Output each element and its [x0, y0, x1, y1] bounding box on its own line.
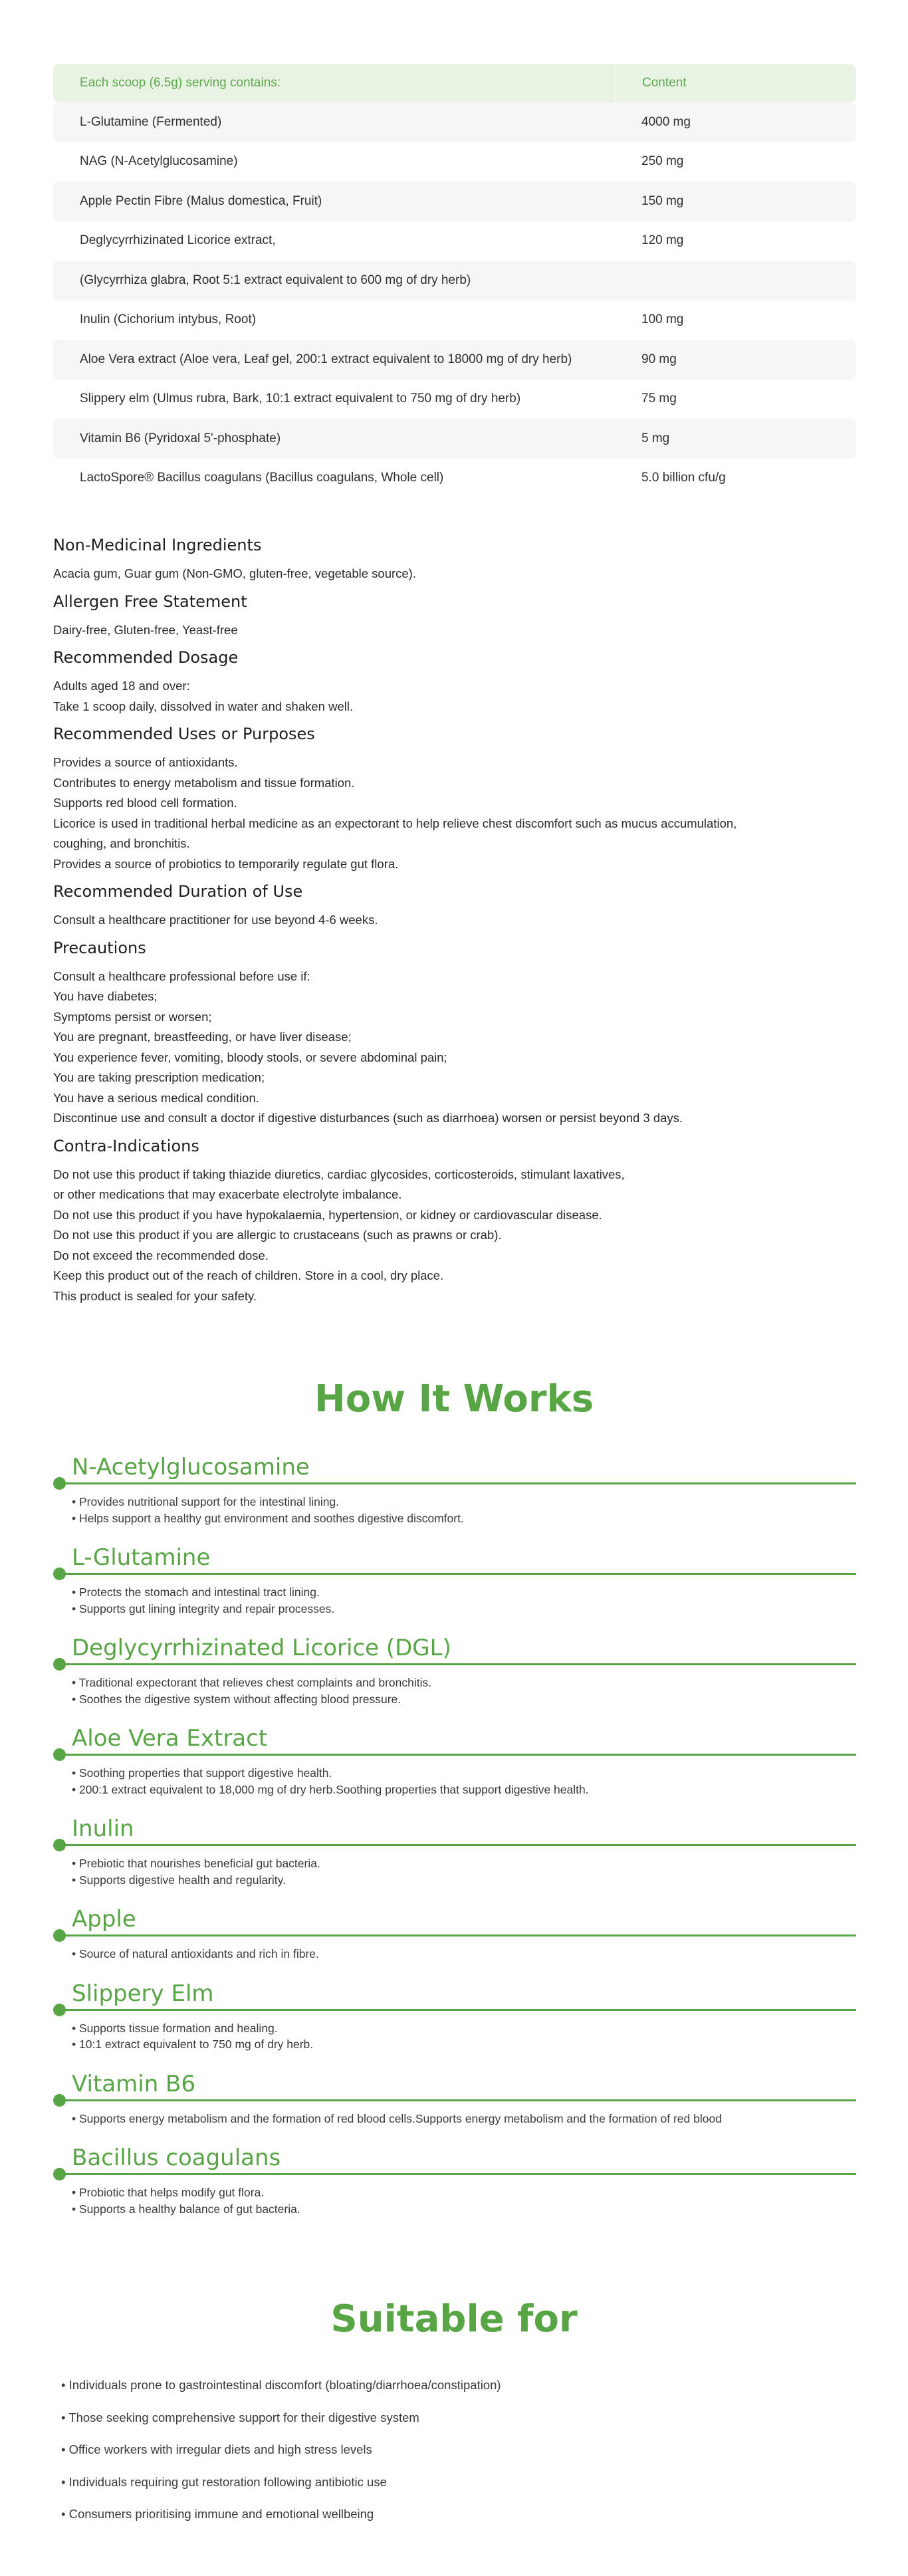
ingredient-title: Bacillus coagulans	[72, 2145, 281, 2171]
section-heading-precautions: Precautions	[53, 938, 146, 957]
section-heading-duration: Recommended Duration of Use	[53, 882, 303, 901]
benefit-item: • Soothing properties that support digestive health.	[72, 1766, 332, 1780]
table-header-content: Content	[615, 64, 856, 102]
section-heading-uses: Recommended Uses or Purposes	[53, 725, 315, 743]
section-heading-contra: Contra-Indications	[53, 1136, 199, 1155]
table-row	[53, 300, 856, 340]
bullet-dot-icon	[53, 2168, 66, 2180]
benefit-item: • Supports energy metabolism and the formation of red blood cells.Supports energy metabolism and the formation of red blood	[72, 2111, 722, 2125]
section-body-duration: Consult a healthcare practitioner for use beyond 4-6 weeks.	[53, 913, 378, 927]
ingredient-benefits	[53, 2184, 856, 2217]
benefit-item: • Supports gut lining integrity and repair processes.	[72, 1601, 335, 1615]
benefit-item: • Supports digestive health and regularity.	[72, 1873, 286, 1887]
divider-line	[60, 1934, 856, 1936]
benefit-item: • Helps support a healthy gut environment and soothes digestive discomfort.	[72, 1511, 464, 1525]
benefit-item: • Soothes the digestive system without affecting blood pressure.	[72, 1692, 401, 1706]
ingredient-name: Aloe Vera extract (Aloe vera, Leaf gel, 200:1 extract equivalent to 18000 mg of dry herb)	[53, 340, 615, 380]
list-item: • Those seeking comprehensive support for their digestive system	[61, 2410, 419, 2424]
ingredient-card-vitamin-b6	[53, 2070, 856, 2127]
product-info-sections	[53, 536, 856, 1314]
ingredient-benefits	[53, 1855, 856, 1888]
ingredient-name: Apple Pectin Fibre (Malus domestica, Fruit)	[53, 181, 615, 221]
ingredient-card-nag	[53, 1453, 856, 1526]
ingredient-title: L-Glutamine	[72, 1544, 211, 1571]
ingredient-name: L-Glutamine (Fermented)	[53, 102, 615, 142]
ingredients-table-wrap	[53, 64, 856, 498]
ingredient-amount: 4000 mg	[615, 102, 856, 142]
divider-line	[60, 1844, 856, 1846]
divider-line	[60, 1573, 856, 1575]
section-body-dosage: Adults aged 18 and over: Take 1 scoop daily, dissolved in water and shaken well.	[53, 679, 354, 713]
divider-line	[60, 1663, 856, 1665]
ingredient-name: (Glycyrrhiza glabra, Root 5:1 extract equivalent to 600 mg of dry herb)	[53, 261, 615, 300]
bullet-dot-icon	[53, 2004, 66, 2016]
section-heading-dosage: Recommended Dosage	[53, 648, 239, 667]
ingredient-title: Slippery Elm	[72, 1980, 214, 2007]
suitable-for-list	[61, 2369, 852, 2531]
ingredient-card-bacillus	[53, 2144, 856, 2217]
ingredient-card-slippery-elm	[53, 1980, 856, 2053]
divider-line	[60, 2099, 856, 2101]
ingredient-benefits	[53, 1494, 856, 1526]
table-row	[53, 221, 856, 261]
section-body-precautions: Consult a healthcare professional before use if: You have diabetes; Symptoms persist or worsen; You are pregnant, breastfeeding, or have liver disease; You experience fever, vomiting, bloody stools, or severe abdominal pain; You are taking prescription medication; You have a serious medical condition. Discontinue use and consult a doctor if digestive disturbances (such as diarrhoea) worsen or persist beyond 3 days.	[53, 969, 683, 1125]
list-item: • Office workers with irregular diets and high stress levels	[61, 2442, 372, 2456]
table-row	[53, 380, 856, 419]
table-row	[53, 261, 856, 300]
ingredient-amount: 120 mg	[641, 233, 684, 248]
table-header-row	[53, 64, 856, 102]
benefit-item: • Probiotic that helps modify gut flora.	[72, 2186, 265, 2199]
ingredient-amount: 250 mg	[641, 154, 684, 169]
table-row	[53, 102, 856, 142]
ingredients-table	[53, 64, 856, 498]
ingredient-amount: 100 mg	[641, 312, 684, 327]
divider-line	[60, 2173, 856, 2175]
section-body-allergen: Dairy-free, Gluten-free, Yeast-free	[53, 622, 238, 637]
list-item: • Consumers prioritising immune and emotional wellbeing	[61, 2507, 374, 2521]
benefit-item: • Protects the stomach and intestinal tract lining.	[72, 1585, 320, 1599]
ingredient-card-apple	[53, 1905, 856, 1962]
ingredient-amount: 90 mg	[615, 340, 856, 380]
section-body-uses: Provides a source of antioxidants. Contributes to energy metabolism and tissue formation. Supports red blood cell formation. Licorice is used in traditional herbal medicine as an expectorant to help relieve chest discomfort such as mucus accumulation, coughing, and bronchitis. Provides a source of probiotics to temporarily regulate gut flora.	[53, 755, 737, 871]
ingredient-benefits	[53, 2020, 856, 2053]
divider-line	[60, 1754, 856, 1756]
ingredient-amount: 5 mg	[615, 419, 856, 459]
ingredient-benefits	[53, 1765, 856, 1798]
table-row	[53, 340, 856, 380]
bullet-dot-icon	[53, 1839, 66, 1851]
ingredient-title: N-Acetylglucosamine	[72, 1454, 310, 1480]
table-row	[53, 459, 856, 499]
ingredient-benefits	[53, 2111, 856, 2127]
how-it-works-list	[53, 1453, 856, 2234]
table-header-serving: Each scoop (6.5g) serving contains:	[53, 64, 615, 102]
ingredient-title: Vitamin B6	[72, 2070, 196, 2097]
bullet-dot-icon	[53, 1929, 66, 1942]
ingredient-title: Aloe Vera Extract	[72, 1725, 268, 1752]
ingredient-card-inulin	[53, 1815, 856, 1888]
ingredient-name: NAG (N-Acetylglucosamine)	[80, 154, 238, 169]
benefit-item: • Supports tissue formation and healing.	[72, 2021, 278, 2035]
how-it-works-title: How It Works	[314, 1377, 594, 1421]
ingredient-benefits	[53, 1675, 856, 1707]
list-item: • Individuals prone to gastrointestinal discomfort (bloating/diarrhoea/constipation)	[61, 2378, 501, 2392]
ingredient-name: Inulin (Cichorium intybus, Root)	[80, 312, 257, 327]
ingredient-title: Apple	[72, 1906, 136, 1932]
list-item: • Individuals requiring gut restoration following antibiotic use	[61, 2474, 387, 2489]
section-body-non-medicinal: Acacia gum, Guar gum (Non-GMO, gluten-free, vegetable source).	[53, 566, 416, 580]
bullet-dot-icon	[53, 2094, 66, 2107]
bullet-dot-icon	[53, 1658, 66, 1671]
ingredient-name: Vitamin B6 (Pyridoxal 5'-phosphate)	[53, 419, 615, 459]
ingredient-title: Deglycyrrhizinated Licorice (DGL)	[72, 1635, 451, 1661]
ingredient-card-aloe	[53, 1724, 856, 1798]
benefit-item: • 10:1 extract equivalent to 750 mg of dry herb.	[72, 2038, 314, 2051]
divider-line	[60, 1482, 856, 1484]
benefit-item: • Source of natural antioxidants and rich in fibre.	[72, 1947, 319, 1960]
ingredient-amount: 75 mg	[641, 392, 677, 406]
benefit-item: • Provides nutritional support for the intestinal lining.	[72, 1495, 340, 1508]
ingredient-name: Slippery elm (Ulmus rubra, Bark, 10:1 extract equivalent to 750 mg of dry herb)	[80, 392, 521, 406]
bullet-dot-icon	[53, 1748, 66, 1761]
section-heading-allergen: Allergen Free Statement	[53, 592, 247, 611]
ingredient-name: LactoSpore® Bacillus coagulans (Bacillus coagulans, Whole cell)	[80, 471, 444, 485]
bullet-dot-icon	[53, 1477, 66, 1490]
ingredient-card-dgl	[53, 1634, 856, 1707]
benefit-item: • 200:1 extract equivalent to 18,000 mg of dry herb.Soothing properties that support digestive health.	[72, 1782, 589, 1796]
benefit-item: • Traditional expectorant that relieves chest complaints and bronchitis.	[72, 1676, 432, 1689]
table-row	[53, 181, 856, 221]
ingredient-card-glutamine	[53, 1544, 856, 1617]
ingredient-title: Inulin	[72, 1815, 134, 1842]
ingredient-amount	[615, 261, 856, 300]
table-row	[53, 419, 856, 459]
ingredient-amount: 5.0 billion cfu/g	[641, 471, 726, 485]
table-row	[53, 142, 856, 182]
divider-line	[60, 2009, 856, 2011]
section-body-contra: Do not use this product if taking thiazide diuretics, cardiac glycosides, corticosteroids, stimulant laxatives, or other medications that may exacerbate electrolyte imbalance. Do not use this product if you have hypokalaemia, hypertension, or kidney or cardiovascular disease. Do not use this product if you are allergic to crustaceans (such as prawns or crab). Do not exceed the recommended dose. Keep this product out of the reach of children. Store in a cool, dry place. This product is sealed for your safety.	[53, 1167, 625, 1303]
ingredient-benefits	[53, 1946, 856, 1962]
benefit-item: • Supports a healthy balance of gut bacteria.	[72, 2202, 300, 2216]
bullet-dot-icon	[53, 1568, 66, 1580]
section-heading-non-medicinal: Non-Medicinal Ingredients	[53, 536, 262, 554]
ingredient-amount: 150 mg	[615, 181, 856, 221]
benefit-item: • Prebiotic that nourishes beneficial gut bacteria.	[72, 1857, 320, 1870]
ingredient-name: Deglycyrrhizinated Licorice extract,	[80, 233, 276, 248]
ingredient-benefits	[53, 1584, 856, 1617]
suitable-for-title: Suitable for	[330, 2297, 578, 2341]
